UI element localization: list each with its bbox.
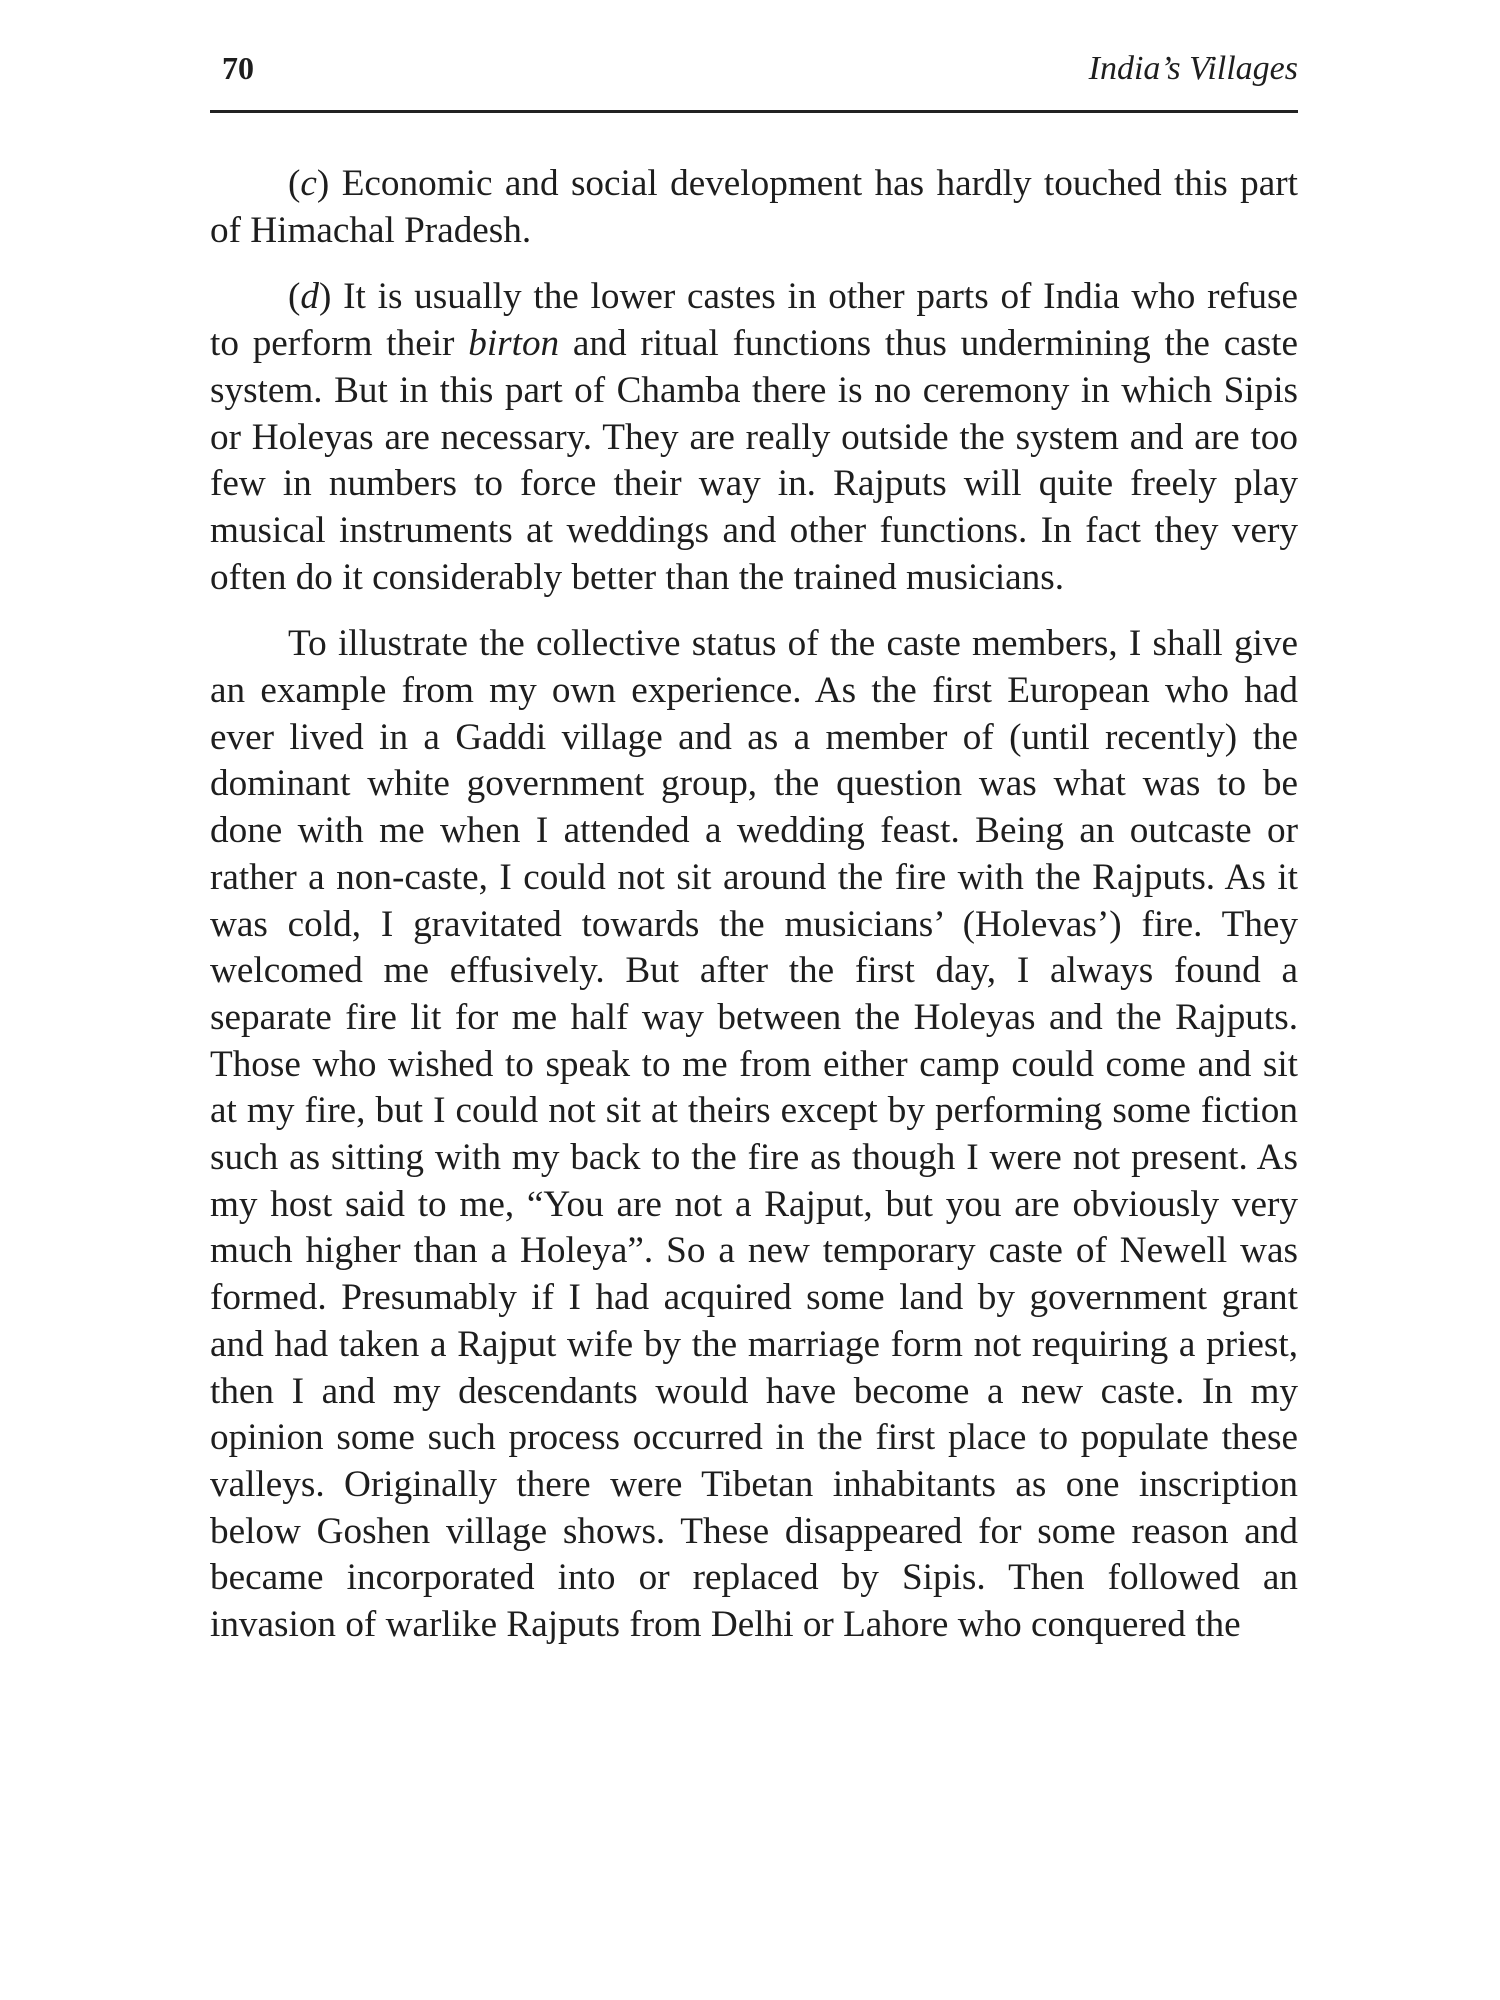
paragraph-c: (c) Economic and social development has hardly touched this part of Himachal Pradesh. [210,163,1298,251]
body-text [210,161,1298,1649]
book-page [210,40,1298,1669]
paragraph-main-text: To illustrate the collective status of the caste members, I shall give an example from my own experience. As the first European who had ever lived in a Gaddi village and as a member of (until recently) the dominant white government group, the question was what was to be done with me when I attended a wedding feast. Being an outcaste or rather a non-caste, I could not sit around the fire with the Rajputs. As it was cold, I gravitated towards the musicians’ (Holevas’) fire. They welcomed me effusively. But after the first day, I always found a separate fire lit for me half way between the Holeyas and the Rajputs. Those who wished to speak to me from either camp could come and sit at my fire, but I could not sit at theirs except by performing some fiction such as sitting with my back to the fire as though I were not present. As my host said to me, “You are not a Rajput, but you are obviously very much higher than a Holeya”. So a new temporary caste of Newell was formed. Presumably if I had acquired some land by government grant and had taken a Rajput wife by the marriage form not requiring a priest, then I and my descendants would have become a new caste. In my opinion some such process occurred in the first place to populate these valleys. Originally there were Tibetan inhabitants as one inscription below Goshen village shows. These disappeared for some reason and became incorporated into or replaced by Sipis. Then followed an invasion of warlike Rajputs from Delhi or Lahore who conquered the [210,623,1298,1646]
italic-term-birton: birton [468,323,560,365]
running-header [210,40,1298,113]
paragraph-d-text-after: and ritual functions thus undermining the caste system. But in this part of Chamba there is no ceremony in which Sipis or Holeyas are necessary. They are really outside the system and are too few in numbers to force their way in. Rajputs will quite freely play musical instruments at weddings and other functions. In fact they very often do it considerably better than the trained musicians. [210,323,1299,598]
page-number: 70 [222,50,254,86]
paragraph-c-text: Economic and social development has hardly touched this part of Himachal Pradesh. [210,163,1298,251]
paragraph-main [210,621,1298,1648]
list-marker-c: c [300,163,317,204]
paragraph-d: (d) It is usually the lower castes in other parts of India who refuse to perform their birton and ritual functions thus undermining the caste system. But in this part of Chamba there is no ceremony in which Sipis or Holeyas are necessary. They are really outside the system and are too few in numbers to force their way in. Rajputs will quite freely play musical instruments at weddings and other functions. In fact they very often do it considerably better than the trained musicians. [210,276,1299,598]
list-marker-d: d [300,276,319,318]
book-title: India’s Villages [1088,50,1298,87]
paragraph-d-text-before: It is usually the lower castes in other parts of India who refuse to perform their [210,276,1299,365]
